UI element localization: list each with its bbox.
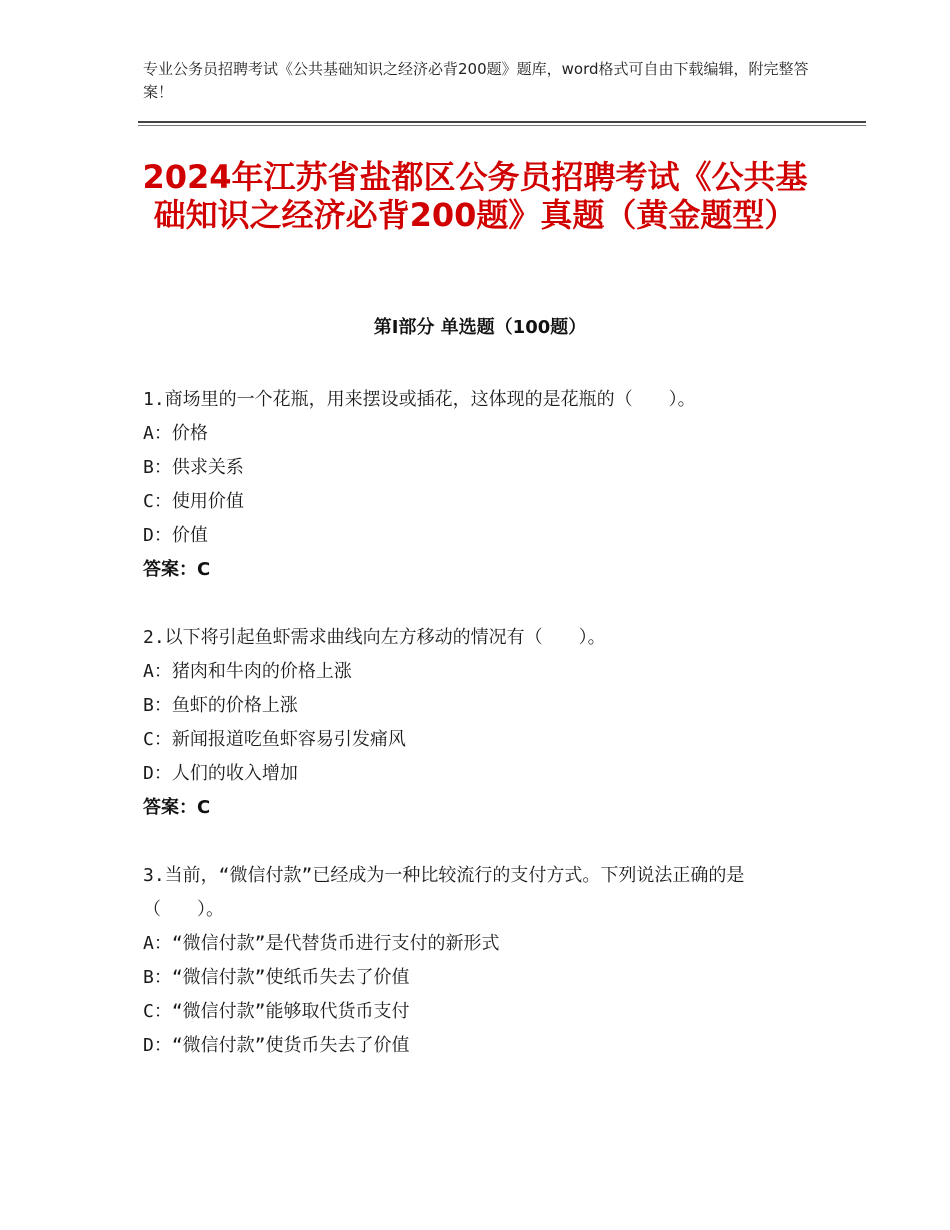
option-c: C：使用价值: [143, 491, 244, 512]
question-1: [143, 383, 813, 587]
question-stem: 2.以下将引起鱼虾需求曲线向左方移动的情况有（ ）。: [143, 627, 606, 648]
option-b: B：鱼虾的价格上涨: [143, 695, 298, 716]
question-3: [143, 859, 813, 1063]
question-2: [143, 621, 813, 825]
question-stem: 1.商场里的一个花瓶，用来摆设或插花，这体现的是花瓶的（ ）。: [143, 389, 696, 410]
option-c: C：“微信付款”能够取代货币支付: [143, 1001, 410, 1022]
option-c: C：新闻报道吃鱼虾容易引发痛风: [143, 729, 406, 750]
option-a: A：“微信付款”是代替货币进行支付的新形式: [143, 933, 500, 954]
header-divider: [138, 121, 866, 123]
section-title: 第Ⅰ部分 单选题（100题）: [373, 317, 587, 338]
header-divider-thin: [138, 125, 866, 126]
question-stem: 3.当前，“微信付款”已经成为一种比较流行的支付方式。下列说法正确的是（ ）。: [143, 865, 745, 920]
option-b: B：供求关系: [143, 457, 244, 478]
header-note: 专业公务员招聘考试《公共基础知识之经济必背200题》题库，word格式可自由下载编辑，附完整答案！: [143, 60, 809, 101]
option-a: A：猪肉和牛肉的价格上涨: [143, 661, 352, 682]
option-d: D：人们的收入增加: [143, 763, 298, 784]
answer: 答案：C: [143, 797, 211, 818]
question-list: [143, 383, 813, 1097]
document-title: 2024年江苏省盐都区公务员招聘考试《公共基础知识之经济必背200题》真题（黄金题型）: [142, 158, 808, 234]
option-d: D：价值: [143, 525, 208, 546]
option-b: B：“微信付款”使纸币失去了价值: [143, 967, 410, 988]
option-a: A：价格: [143, 423, 208, 444]
answer: 答案：C: [143, 559, 211, 580]
option-d: D：“微信付款”使货币失去了价值: [143, 1035, 410, 1056]
